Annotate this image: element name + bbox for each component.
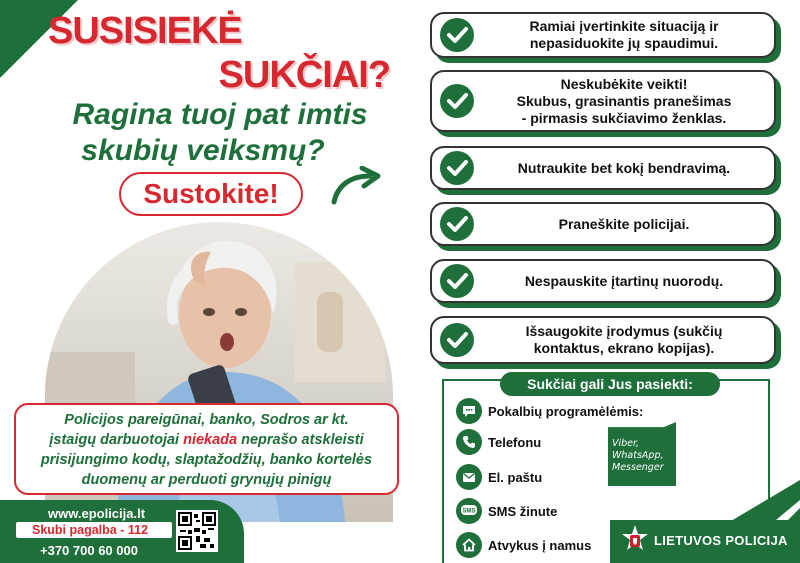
check-icon — [440, 84, 474, 118]
headline-line1: SUSISIEKĖ — [48, 10, 242, 52]
subheadline-line2: skubių veiksmų? — [81, 134, 325, 167]
check-icon — [440, 18, 474, 52]
tip-card-2 — [430, 70, 776, 132]
check-icon — [440, 207, 474, 241]
warning-line2-end: neprašo atskleisti — [241, 432, 364, 448]
tip-5-text: Nespauskite įtartinų nuorodų. — [524, 272, 724, 289]
stop-badge: Sustokite! — [119, 172, 303, 216]
website-link[interactable]: www.epolicija.lt — [48, 506, 146, 521]
police-logo-text: LIETUVOS POLICIJA — [654, 533, 788, 548]
tip-1-line2: nepasiduokite jų spaudimui. — [529, 35, 719, 51]
qr-code[interactable] — [176, 510, 218, 552]
channel-sms — [456, 498, 557, 524]
messaging-apps-list — [612, 438, 674, 474]
warning-line1: Policijos pareigūnai, banko, Sodros ar kt. — [64, 412, 349, 428]
subheadline-line1: Ragina tuoj pat imtis — [72, 98, 368, 131]
channel-phone — [456, 429, 541, 455]
tip-card-3 — [430, 146, 776, 190]
phone-number: +370 700 60 000 — [40, 543, 138, 558]
corner-stripe-decoration — [768, 500, 800, 520]
channel-phone-label: Telefonu — [488, 434, 542, 450]
tip-card-4 — [430, 202, 776, 246]
channel-messaging-label: Pokalbių programėlėmis: — [488, 403, 644, 419]
warning-line2 — [22, 430, 391, 450]
phone-icon — [456, 429, 482, 455]
app-viber: Viber, — [612, 438, 640, 449]
emergency-number: Skubi pagalba - 112 — [16, 522, 172, 538]
tip-card-1 — [430, 12, 776, 58]
tip-6-line2: kontaktus, ekrano kopijas). — [533, 340, 715, 356]
tip-4-text: Praneškite policijai. — [558, 215, 690, 232]
check-icon — [440, 323, 474, 357]
tip-2-line1: Neskubėkite veikti! — [560, 75, 688, 92]
warning-never-highlight: niekada — [183, 432, 238, 448]
warning-line3: prisijungimo kodų, slaptažodžių, banko kortelės — [40, 452, 373, 468]
warning-line2-start: įstaigų darbuotojai — [49, 432, 180, 448]
mail-icon — [456, 464, 482, 490]
tip-6-line1: Išsaugokite įrodymus (sukčių — [525, 323, 723, 339]
channel-home-visit — [456, 532, 591, 558]
warning-box — [14, 403, 399, 495]
app-whatsapp: WhatsApp, — [612, 450, 664, 461]
police-star-icon — [620, 524, 650, 556]
warning-line4: duomenų ar perduoti grynųjų pinigų — [81, 472, 332, 488]
tip-2-line2: Skubus, grasinantis pranešimas — [516, 92, 732, 109]
headline-line2: SUKČIAI? — [218, 54, 390, 96]
chat-icon — [456, 398, 482, 424]
channel-messaging — [456, 398, 643, 424]
check-icon — [440, 264, 474, 298]
channel-email — [456, 464, 542, 490]
app-messenger: Messenger — [612, 462, 664, 473]
tip-2-line3: - pirmasis sukčiavimo ženklas. — [521, 109, 727, 126]
channel-email-label: El. paštu — [488, 469, 543, 485]
arrow-icon — [330, 166, 382, 206]
tip-card-6 — [430, 316, 776, 364]
contact-channels-title: Sukčiai gali Jus pasiekti: — [500, 372, 720, 396]
home-icon — [456, 532, 482, 558]
channel-sms-label: SMS žinute — [488, 503, 558, 519]
sms-icon — [456, 498, 482, 524]
tip-card-5 — [430, 259, 776, 303]
check-icon — [440, 151, 474, 185]
tip-1-line1: Ramiai įvertinkite situaciją ir — [529, 18, 719, 34]
channel-home-label: Atvykus į namus — [488, 537, 592, 553]
svg-text:SMS: SMS — [462, 508, 476, 515]
tip-3-text: Nutraukite bet kokį bendravimą. — [517, 159, 731, 176]
